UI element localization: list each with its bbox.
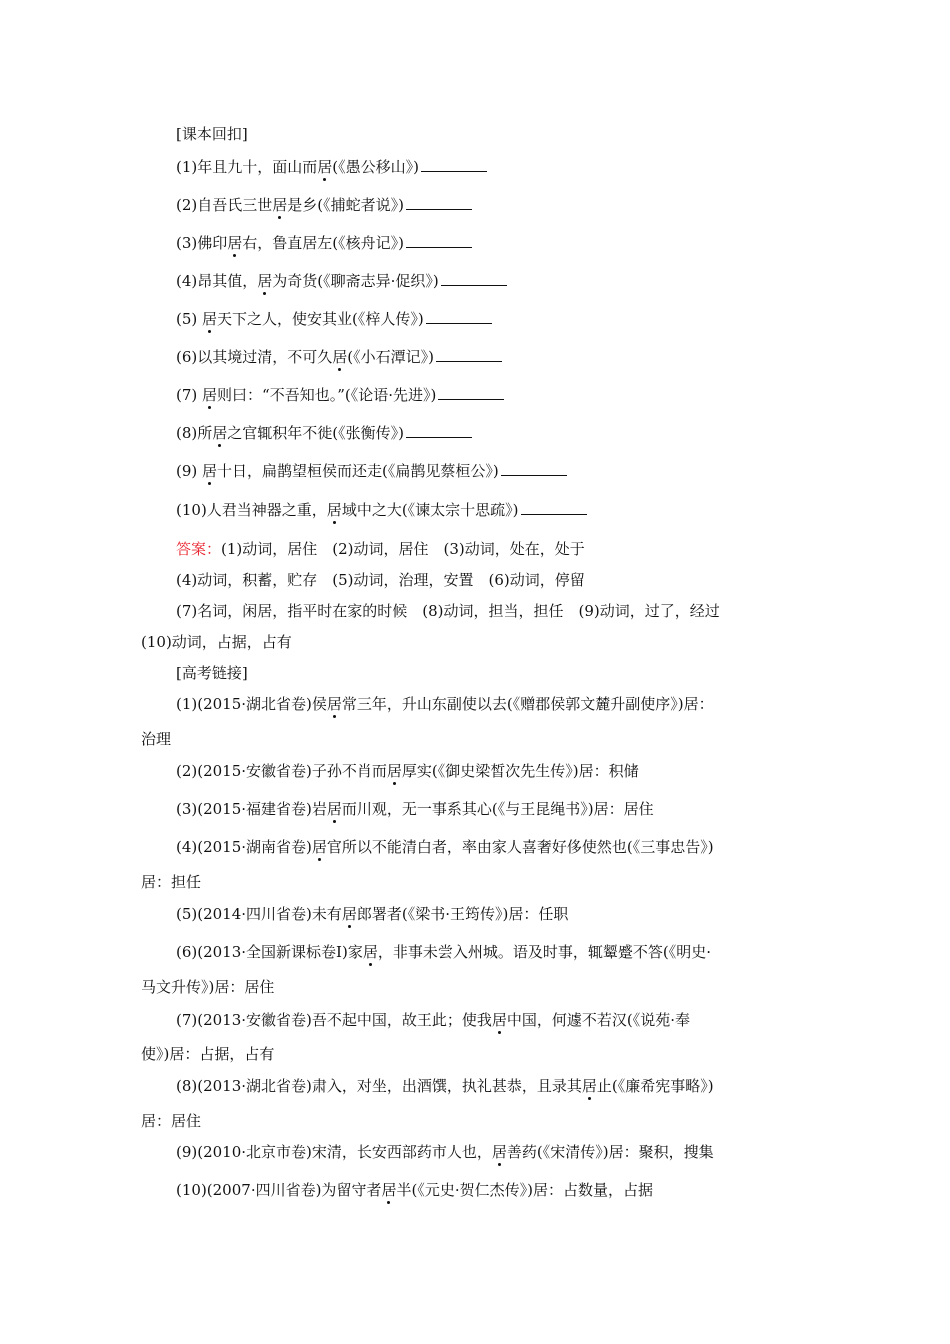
answer-blank bbox=[406, 423, 472, 438]
answers-line-2: (4)动词，积蓄，贮存 (5)动词，治理，安置 (6)动词，停留 bbox=[176, 571, 585, 589]
answer-blank bbox=[426, 309, 492, 324]
exercise-item-8: (8)所居之官辄积年不徙(《张衡传》) bbox=[176, 423, 472, 443]
answers-line-1: 答案：(1)动词，居住 (2)动词，居住 (3)动词，处在，处于 bbox=[176, 540, 585, 558]
emphasized-character: 居 bbox=[257, 272, 273, 290]
exam-item-7: (7)(2013·安徽省卷)吾不起中国，故王此；使我居中国，何遽不若汉(《说苑·奉 bbox=[176, 1011, 691, 1029]
emphasized-character: 居 bbox=[227, 234, 243, 252]
section-heading-exam: [高考链接] bbox=[176, 664, 248, 682]
emphasized-character: 居 bbox=[326, 800, 342, 818]
exam-item-3: (3)(2015·福建省卷)岩居而川观，无一事系其心(《与王昆绳书》)居：居住 bbox=[176, 800, 654, 818]
emphasized-character: 居 bbox=[491, 1143, 507, 1161]
exercise-item-4: (4)昂其值，居为奇货(《聊斋志异·促织》) bbox=[176, 271, 507, 291]
emphasized-character: 居 bbox=[202, 310, 218, 328]
answer-blank bbox=[436, 347, 502, 362]
answers-label: 答案： bbox=[176, 540, 222, 558]
exam-item-6-continuation: 马文升传》)居：居住 bbox=[141, 978, 275, 996]
emphasized-character: 居 bbox=[202, 462, 218, 480]
emphasized-character: 居 bbox=[386, 762, 402, 780]
exercise-item-9: (9) 居十日，扁鹊望桓侯而还走(《扁鹊见蔡桓公》) bbox=[176, 461, 567, 481]
emphasized-character: 居 bbox=[341, 905, 357, 923]
emphasized-character: 居 bbox=[202, 386, 218, 404]
emphasized-character: 居 bbox=[491, 1011, 507, 1029]
exercise-item-7: (7) 居则曰：“不吾知也。”(《论语·先进》) bbox=[176, 385, 504, 405]
exercise-item-1: (1)年且九十，面山而居(《愚公移山》) bbox=[176, 157, 487, 177]
exam-item-10: (10)(2007·四川省卷)为留守者居半(《元史·贺仁杰传》)居：占数量，占据 bbox=[176, 1181, 653, 1199]
exam-item-5: (5)(2014·四川省卷)未有居郎署者(《梁书·王筠传》)居：任职 bbox=[176, 905, 569, 923]
exam-item-6: (6)(2013·全国新课标卷Ⅰ)家居，非事未尝入州城。语及时事，辄颦蹙不答(《明史· bbox=[176, 943, 711, 961]
emphasized-character: 居 bbox=[332, 348, 348, 366]
emphasized-character: 居 bbox=[212, 424, 228, 442]
emphasized-character: 居 bbox=[311, 838, 327, 856]
exam-item-1-continuation: 治理 bbox=[141, 730, 172, 748]
exam-item-1: (1)(2015·湖北省卷)侯居常三年，升山东副使以去(《赠郡侯郭文麓升副使序》)居： bbox=[176, 695, 714, 713]
answer-blank bbox=[501, 461, 567, 476]
answers-line-4: (10)动词，占据，占有 bbox=[141, 633, 292, 651]
answer-blank bbox=[406, 195, 472, 210]
emphasized-character: 居 bbox=[381, 1181, 397, 1199]
answer-blank bbox=[441, 271, 507, 286]
exam-item-2: (2)(2015·安徽省卷)子孙不肖而居厚实(《御史梁皙次先生传》)居：积储 bbox=[176, 762, 639, 780]
exercise-item-2: (2)自吾氏三世居是乡(《捕蛇者说》) bbox=[176, 195, 472, 215]
emphasized-character: 居 bbox=[326, 501, 342, 519]
emphasized-character: 居 bbox=[317, 158, 333, 176]
answers-line-3: (7)名词，闲居，指平时在家的时候 (8)动词，担当，担任 (9)动词，过了，经过 bbox=[176, 602, 720, 620]
exam-item-4-continuation: 居：担任 bbox=[141, 873, 202, 891]
exam-item-9: (9)(2010·北京市卷)宋清，长安西部药市人也，居善药(《宋清传》)居：聚积，搜集 bbox=[176, 1143, 714, 1161]
exam-item-8: (8)(2013·湖北省卷)肃入，对坐，出酒馔，执礼甚恭，且录其居止(《廉希宪事略》) bbox=[176, 1077, 714, 1095]
answer-blank bbox=[421, 157, 487, 172]
exam-item-7-continuation: 使》)居：占据，占有 bbox=[141, 1045, 275, 1063]
emphasized-character: 居 bbox=[326, 695, 342, 713]
emphasized-character: 居 bbox=[362, 943, 378, 961]
exam-item-4: (4)(2015·湖南省卷)居官所以不能清白者，率由家人喜奢好侈使然也(《三事忠告》) bbox=[176, 838, 714, 856]
answer-blank bbox=[521, 500, 587, 515]
emphasized-character: 居 bbox=[272, 196, 288, 214]
answer-blank bbox=[438, 385, 504, 400]
exercise-item-5: (5) 居天下之人，使安其业(《梓人传》) bbox=[176, 309, 492, 329]
answer-blank bbox=[406, 233, 472, 248]
section-heading-textbook: [课本回扣] bbox=[176, 125, 248, 143]
exercise-item-10: (10)人君当神器之重，居域中之大(《谏太宗十思疏》) bbox=[176, 500, 587, 520]
exercise-item-3: (3)佛印居右，鲁直居左(《核舟记》) bbox=[176, 233, 472, 253]
exercise-item-6: (6)以其境过清，不可久居(《小石潭记》) bbox=[176, 347, 502, 367]
exam-item-8-continuation: 居：居住 bbox=[141, 1112, 202, 1130]
emphasized-character: 居 bbox=[581, 1077, 597, 1095]
